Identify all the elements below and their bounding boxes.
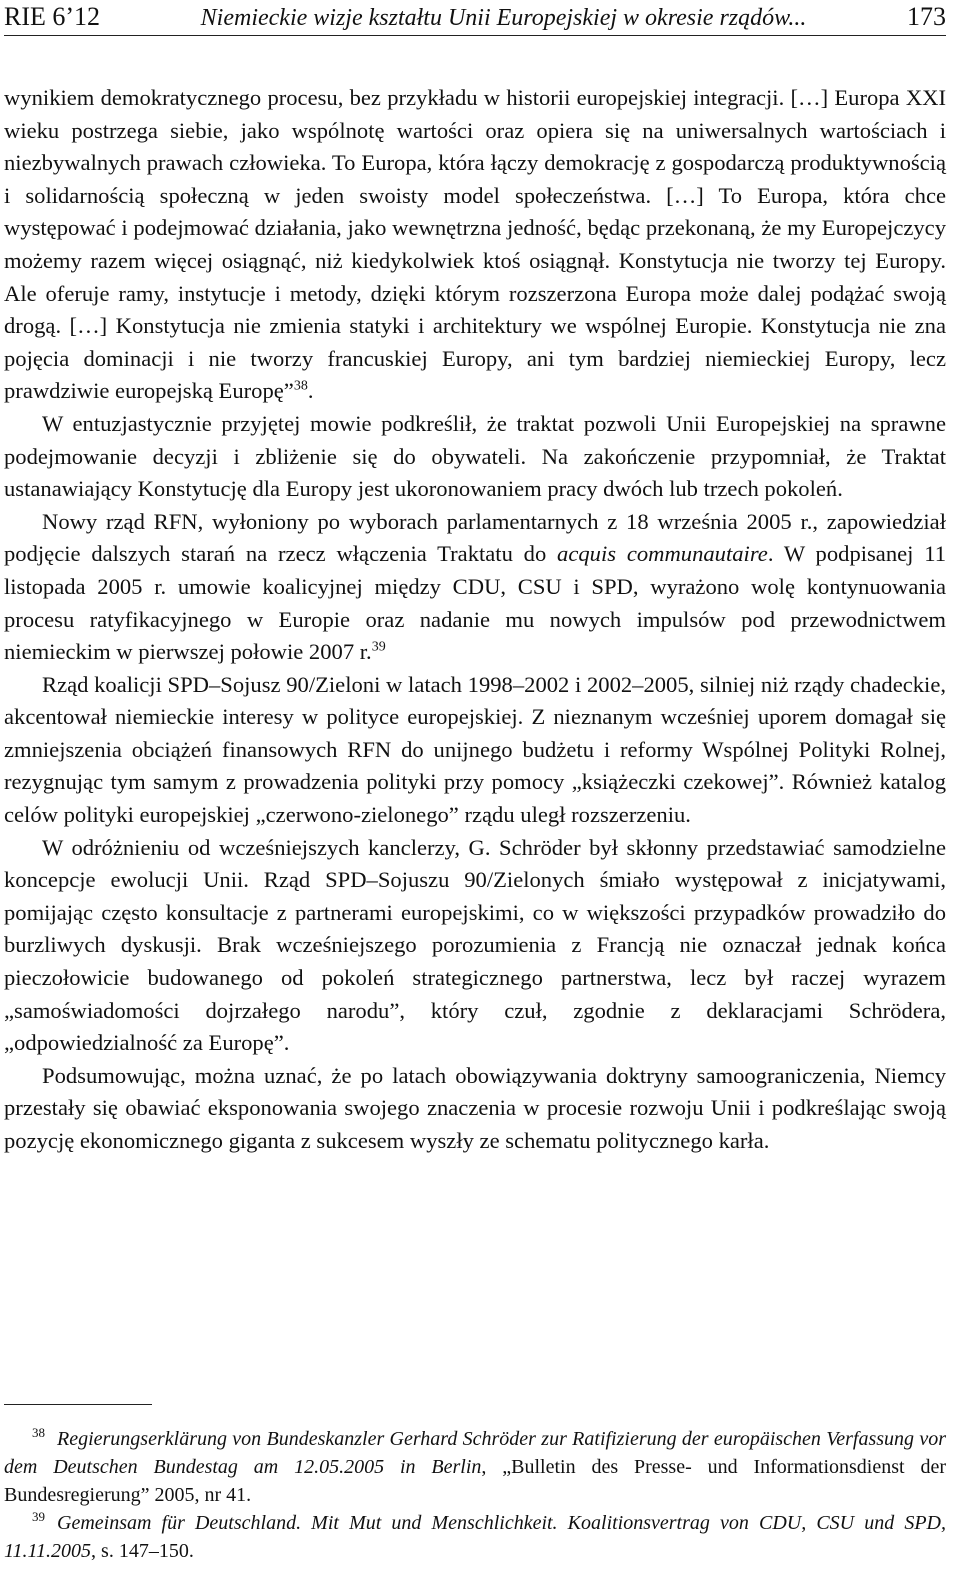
text-run: Gemeinsam für Deutschland. Mit Mut und Menschlichkeit. Koalitionsvertrag von CDU, CSU und SPD, 11.11.2005 [4, 1512, 946, 1562]
footnote-separator [4, 1404, 152, 1405]
running-title: Niemieckie wizje kształtu Unii Europejskiej w okresie rządów... [200, 5, 807, 31]
text-run: . [307, 378, 314, 404]
footnote-number: 38 [32, 1425, 45, 1441]
journal-name: RIE 6’12 [4, 2, 101, 31]
paragraph [4, 408, 946, 506]
footnote-ref: 39 [371, 639, 386, 655]
footnotes [4, 1404, 946, 1565]
text-run: , „Bulletin des Presse- und Informationsdienst der Bundesregierung” 2005, nr 41. [4, 1456, 946, 1506]
paragraph [4, 1060, 946, 1158]
text-run: , s. 147–150. [91, 1540, 194, 1562]
footnote-list [4, 1425, 946, 1565]
paragraph [4, 669, 946, 832]
paragraph [4, 82, 946, 408]
text-run: wynikiem demokratycznego procesu, bez przykładu w historii europejskiej integracji. […] Europa XXI wieku postrzega siebie, jako wspólnotę wartości oraz opiera się na uniwersalnych wartościach i niezbywalnych prawach człowieka. To Europa, która łączy demokrację z gospodarczą produktywnością i solidarnością społeczną w jeden swoisty model społeczeństwa. […] To Europa, która chce występować i podejmować działania, jako wewnętrzna jedność, będąc przekonaną, że my Europejczycy możemy razem więcej osiągnąć, niż kiedykolwiek ktoś osiągnął. Konstytucja nie tworzy tej Europy. Ale oferuje ramy, instytucje i metody, dzięki którym rozszerzona Europa może dalej podążać swoją drogą. […] Konstytucja nie zmienia statyki i architektury we wspólnej Europie. Konstytucja nie zna pojęcia dominacji i nie tworzy francuskiej Europy, ani tym bardziej niemieckiej Europy, lecz prawdziwie europejską Europę” [4, 85, 946, 404]
text-run: Podsumowując, można uznać, że po latach obowiązywania doktryny samoograniczenia, Niemcy przestały się obawiać eksponowania swojego znaczenia w procesie rozwoju Unii i podkreślając swoją pozycję ekonomicznego giganta z sukcesem wyszły ze schematu politycznego karła. [4, 1062, 946, 1153]
text-run: . W podpisanej 11 listopada 2005 r. umowie koalicyjnej między CDU, CSU i SPD, wyrażono wolę kontynuowania procesu ratyfikacyjnego w Europie oraz nadanie mu nowych impulsów pod przewodnictwem niemieckim w pierwszej połowie 2007 r. [4, 541, 946, 665]
text-run: W entuzjastycznie przyjętej mowie podkreślił, że traktat pozwoli Unii Europejskiej na sprawne podejmowanie decyzji i zbliżenie się do obywateli. Na zakończenie przypomniał, że Traktat ustanawiający Konstytucję dla Europy jest ukoronowaniem pracy dwóch lub trzech pokoleń. [4, 410, 946, 502]
text-run: Nowy rząd RFN, wyłoniony po wyborach parlamentarnych z 18 września 2005 r., zapowiedział podjęcie dalszych starań na rzecz włączenia Traktatu do [4, 508, 946, 567]
text-run: acquis communautaire [557, 541, 768, 567]
paragraph [4, 832, 946, 1060]
footnote [4, 1425, 946, 1509]
text-run: Regierungserklärung von Bundeskanzler Gerhard Schröder zur Ratifizierung der europäischen Verfassung vor dem Deutschen Bundestag am 12.05.2005 in Berlin [4, 1428, 946, 1478]
footnote-number: 39 [32, 1509, 45, 1525]
footnote-ref: 38 [293, 378, 308, 394]
paragraph [4, 506, 946, 669]
footnote [4, 1509, 946, 1565]
page-number: 173 [906, 2, 946, 31]
main-text [4, 82, 946, 1158]
text-run: Rząd koalicji SPD–Sojusz 90/Zieloni w latach 1998–2002 i 2002–2005, silniej niż rządy chadeckie, akcentował niemieckie interesy w polityce europejskiej. Z nieznanym wcześniej uporem domagał się zmniejszenia obciążeń finansowych RFN do unijnego budżetu i reformy Wspólnej Polityki Rolnej, rezygnując tym samym z prowadzenia polityki przy pomocy „książeczki czekowej”. Również katalog celów polityki europejskiej „czerwono-zielonego” rządu uległ rozszerzeniu. [4, 671, 946, 828]
text-run: W odróżnieniu od wcześniejszych kanclerzy, G. Schröder był skłonny przedstawiać samodzielne koncepcje ewolucji Unii. Rząd SPD–Sojuszu 90/Zielonych śmiało występował z inicjatywami, pomijając często konsultacje z partnerami europejskimi, co w większości przypadków prowadziło do burzliwych dyskusji. Brak wcześniejszego porozumienia z Francją nie oznaczał jednak końca pieczołowicie budowanego od pokoleń strategicznego partnerstwa, lecz był raczej wyrazem „samoświadomości dojrzałego narodu”, który czuł, zgodnie z deklaracjami Schrödera, „odpowiedzialność za Europę”. [4, 834, 946, 1056]
running-header [4, 0, 946, 36]
